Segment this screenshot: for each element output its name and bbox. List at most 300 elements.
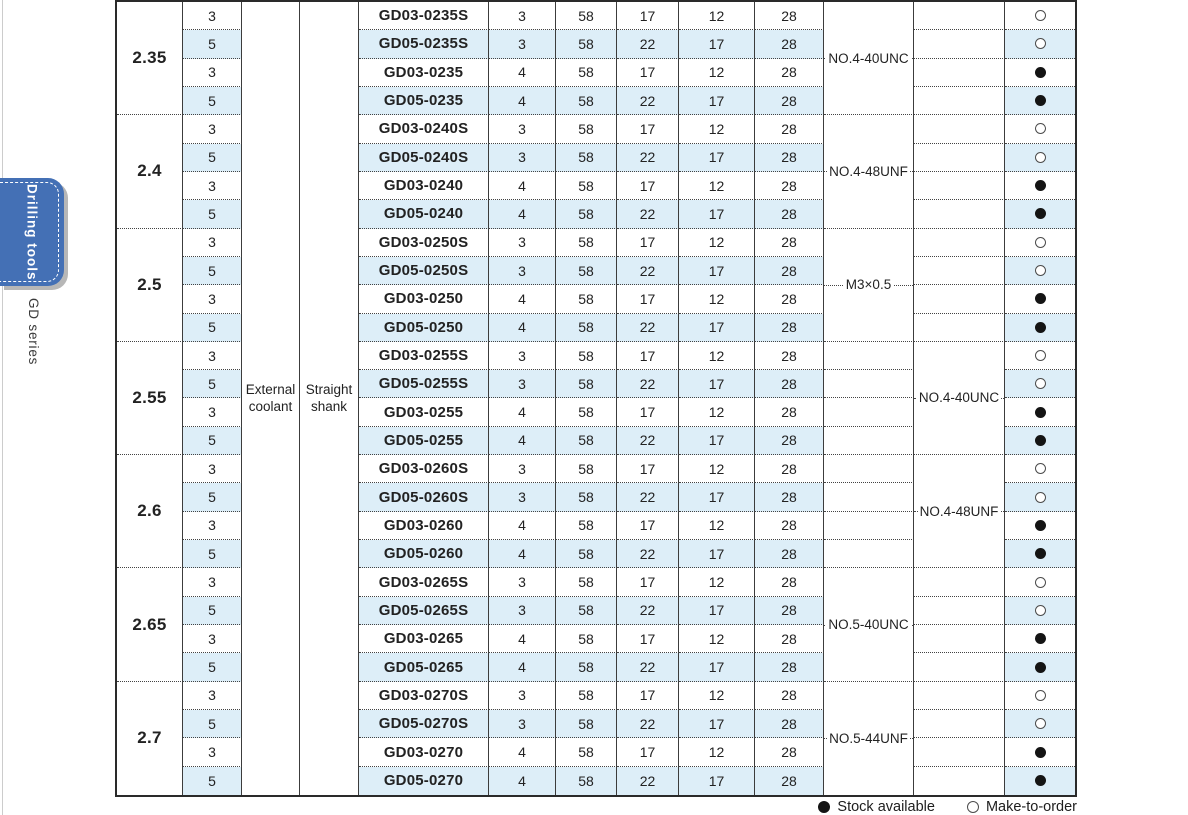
stock-cell: [1005, 342, 1075, 370]
dim-l2-cell: 12: [679, 512, 755, 540]
dim-l2-cell: 17: [679, 257, 755, 285]
dim-l2-cell: 12: [679, 172, 755, 200]
thread-empty-cell: [914, 597, 1005, 625]
dim-l2-cell: 17: [679, 597, 755, 625]
dim-l2-cell: 17: [679, 427, 755, 455]
dim-L-cell: 58: [556, 682, 617, 710]
dim-l1-cell: 22: [617, 427, 679, 455]
model-cell: GD03-0265S: [359, 568, 489, 596]
stock-cell: [1005, 710, 1075, 738]
flutes-cell: 3: [183, 738, 242, 766]
dim-l2-cell: 12: [679, 229, 755, 257]
dim-l1-cell: 17: [617, 2, 679, 30]
dim-L-cell: 58: [556, 597, 617, 625]
stock-cell: [1005, 625, 1075, 653]
dim-L-cell: 58: [556, 767, 617, 795]
dim-L-cell: 58: [556, 370, 617, 398]
thread-spec-cell: [824, 682, 914, 795]
drilling-tools-tab-label: Drilling tools: [24, 183, 40, 281]
dim-L-cell: 58: [556, 342, 617, 370]
stock-cell: [1005, 370, 1075, 398]
dim-l3-cell: 28: [755, 144, 824, 172]
dim-l2-cell: 17: [679, 710, 755, 738]
flutes-cell: 3: [183, 172, 242, 200]
stock-filled-icon: [1035, 208, 1046, 219]
dim-l3-cell: 28: [755, 710, 824, 738]
dim-L-cell: 58: [556, 257, 617, 285]
dim-l3-cell: 28: [755, 2, 824, 30]
dim-l1-cell: 22: [617, 597, 679, 625]
make-to-order-icon: [1035, 237, 1046, 248]
dim-l1-cell: 17: [617, 512, 679, 540]
dim-l1-cell: 22: [617, 483, 679, 511]
thread-empty-cell: [824, 455, 914, 483]
flutes-cell: 5: [183, 314, 242, 342]
thread-empty-cell: [824, 398, 914, 426]
dim-d-cell: 3: [489, 370, 556, 398]
dim-l3-cell: 28: [755, 455, 824, 483]
stock-filled-icon: [1035, 407, 1046, 418]
model-cell: GD03-0270: [359, 738, 489, 766]
thread-empty-cell: [914, 738, 1005, 766]
thread-empty-cell: [914, 144, 1005, 172]
stock-cell: [1005, 59, 1075, 87]
legend-stock-available-label: Stock available: [837, 798, 935, 815]
make-to-order-icon: [1035, 690, 1046, 701]
dim-l2-cell: 12: [679, 682, 755, 710]
dim-L-cell: 58: [556, 172, 617, 200]
flutes-cell: 5: [183, 370, 242, 398]
model-cell: GD03-0270S: [359, 682, 489, 710]
dim-L-cell: 58: [556, 540, 617, 568]
dim-d-cell: 4: [489, 540, 556, 568]
model-cell: GD05-0265S: [359, 597, 489, 625]
dim-l1-cell: 17: [617, 342, 679, 370]
legend-make-to-order-label: Make-to-order: [985, 798, 1077, 815]
stock-filled-icon: [1035, 633, 1046, 644]
stock-cell: [1005, 682, 1075, 710]
dim-L-cell: 58: [556, 2, 617, 30]
dim-d-cell: 4: [489, 59, 556, 87]
gd-series-label: GD series: [26, 298, 41, 366]
flutes-cell: 3: [183, 625, 242, 653]
thread-empty-cell: [914, 710, 1005, 738]
dim-l2-cell: 17: [679, 540, 755, 568]
model-cell: GD05-0250S: [359, 257, 489, 285]
flutes-cell: 3: [183, 115, 242, 143]
thread-spec-cell: [824, 229, 914, 342]
dim-l3-cell: 28: [755, 625, 824, 653]
dim-d-cell: 3: [489, 483, 556, 511]
dim-l1-cell: 17: [617, 229, 679, 257]
catalog-table: [115, 0, 1077, 797]
dim-L-cell: 58: [556, 30, 617, 58]
stock-cell: [1005, 115, 1075, 143]
shank-cell: Straight shank: [300, 2, 359, 795]
dim-d-cell: 4: [489, 314, 556, 342]
stock-cell: [1005, 285, 1075, 313]
dim-l1-cell: 22: [617, 314, 679, 342]
dim-L-cell: 58: [556, 87, 617, 115]
stock-cell: [1005, 455, 1075, 483]
thread-spec-label: NO.5-44UNF: [829, 730, 908, 746]
model-cell: GD05-0255S: [359, 370, 489, 398]
flutes-cell: 5: [183, 200, 242, 228]
dim-L-cell: 58: [556, 115, 617, 143]
dim-L-cell: 58: [556, 653, 617, 681]
dim-l1-cell: 22: [617, 200, 679, 228]
stock-cell: [1005, 512, 1075, 540]
thread-spec-cell: [824, 115, 914, 228]
stock-cell: [1005, 540, 1075, 568]
dim-l2-cell: 17: [679, 200, 755, 228]
model-cell: GD03-0250S: [359, 229, 489, 257]
dim-l3-cell: 28: [755, 229, 824, 257]
dim-l3-cell: 28: [755, 285, 824, 313]
dim-l2-cell: 12: [679, 625, 755, 653]
dim-L-cell: 58: [556, 512, 617, 540]
stock-cell: [1005, 427, 1075, 455]
model-cell: GD05-0235: [359, 87, 489, 115]
dim-d-cell: 3: [489, 257, 556, 285]
dim-L-cell: 58: [556, 710, 617, 738]
dim-d-cell: 3: [489, 710, 556, 738]
dim-d-cell: 3: [489, 115, 556, 143]
stock-filled-icon: [1035, 435, 1046, 446]
stock-cell: [1005, 314, 1075, 342]
dim-l1-cell: 22: [617, 370, 679, 398]
make-to-order-icon: [1035, 38, 1046, 49]
dim-L-cell: 58: [556, 568, 617, 596]
model-cell: GD03-0260S: [359, 455, 489, 483]
model-cell: GD03-0255S: [359, 342, 489, 370]
dim-l3-cell: 28: [755, 427, 824, 455]
model-cell: GD03-0240: [359, 172, 489, 200]
dim-L-cell: 58: [556, 625, 617, 653]
stock-cell: [1005, 483, 1075, 511]
dim-l1-cell: 17: [617, 115, 679, 143]
diameter-cell: 2.7: [117, 682, 183, 795]
flutes-cell: 5: [183, 257, 242, 285]
diameter-cell: 2.55: [117, 342, 183, 455]
stock-cell: [1005, 597, 1075, 625]
dim-l1-cell: 22: [617, 144, 679, 172]
dim-l1-cell: 22: [617, 87, 679, 115]
dim-L-cell: 58: [556, 285, 617, 313]
dim-l3-cell: 28: [755, 512, 824, 540]
dim-l3-cell: 28: [755, 540, 824, 568]
model-cell: GD05-0260S: [359, 483, 489, 511]
thread-empty-cell: [914, 172, 1005, 200]
thread-empty-cell: [914, 682, 1005, 710]
dim-l1-cell: 17: [617, 738, 679, 766]
dim-d-cell: 4: [489, 87, 556, 115]
make-to-order-icon: [1035, 152, 1046, 163]
dim-d-cell: 3: [489, 597, 556, 625]
dim-d-cell: 3: [489, 455, 556, 483]
flutes-cell: 5: [183, 597, 242, 625]
dim-l2-cell: 17: [679, 87, 755, 115]
dim-l1-cell: 17: [617, 285, 679, 313]
dim-l2-cell: 12: [679, 342, 755, 370]
model-cell: GD03-0235: [359, 59, 489, 87]
dim-l1-cell: 17: [617, 398, 679, 426]
thread-empty-cell: [914, 653, 1005, 681]
dim-l3-cell: 28: [755, 87, 824, 115]
make-to-order-icon: [1035, 605, 1046, 616]
model-cell: GD03-0240S: [359, 115, 489, 143]
model-cell: GD05-0250: [359, 314, 489, 342]
model-cell: GD05-0265: [359, 653, 489, 681]
thread-empty-cell: [914, 30, 1005, 58]
dim-d-cell: 4: [489, 653, 556, 681]
dim-l1-cell: 22: [617, 30, 679, 58]
dim-d-cell: 3: [489, 2, 556, 30]
flutes-cell: 3: [183, 59, 242, 87]
diameter-cell: 2.6: [117, 455, 183, 568]
make-to-order-icon: [1035, 463, 1046, 474]
flutes-cell: 3: [183, 568, 242, 596]
flutes-cell: 5: [183, 427, 242, 455]
dim-l2-cell: 12: [679, 115, 755, 143]
dim-l1-cell: 17: [617, 172, 679, 200]
stock-filled-icon: [1035, 322, 1046, 333]
dim-l3-cell: 28: [755, 597, 824, 625]
thread-empty-cell: [914, 87, 1005, 115]
dim-d-cell: 4: [489, 200, 556, 228]
flutes-cell: 3: [183, 455, 242, 483]
flutes-cell: 5: [183, 30, 242, 58]
dim-l1-cell: 17: [617, 568, 679, 596]
dim-l2-cell: 17: [679, 653, 755, 681]
stock-cell: [1005, 144, 1075, 172]
dim-d-cell: 3: [489, 229, 556, 257]
model-cell: GD05-0240S: [359, 144, 489, 172]
thread-empty-cell: [914, 568, 1005, 596]
model-cell: GD03-0255: [359, 398, 489, 426]
stock-cell: [1005, 257, 1075, 285]
model-cell: GD05-0270S: [359, 710, 489, 738]
thread-spec-label: NO.4-48UNF: [829, 163, 908, 179]
make-to-order-icon: [1035, 577, 1046, 588]
dim-L-cell: 58: [556, 229, 617, 257]
thread-empty-cell: [914, 59, 1005, 87]
make-to-order-circle-icon: [967, 801, 979, 813]
diameter-cell: 2.5: [117, 229, 183, 342]
stock-cell: [1005, 87, 1075, 115]
make-to-order-icon: [1035, 350, 1046, 361]
thread-empty-cell: [824, 540, 914, 568]
thread-spec-cell: [824, 568, 914, 681]
dim-l2-cell: 12: [679, 59, 755, 87]
thread-empty-cell: [824, 342, 914, 370]
stock-filled-icon: [1035, 293, 1046, 304]
model-cell: GD05-0270: [359, 767, 489, 795]
stock-cell: [1005, 200, 1075, 228]
dim-d-cell: 3: [489, 682, 556, 710]
make-to-order-icon: [1035, 10, 1046, 21]
thread-empty-cell: [914, 200, 1005, 228]
dim-l3-cell: 28: [755, 483, 824, 511]
dim-L-cell: 58: [556, 455, 617, 483]
dim-l3-cell: 28: [755, 342, 824, 370]
page-edge-line: [2, 0, 3, 815]
make-to-order-icon: [1035, 265, 1046, 276]
dim-l1-cell: 22: [617, 653, 679, 681]
dim-d-cell: 4: [489, 738, 556, 766]
drilling-tools-tab[interactable]: [0, 178, 64, 286]
stock-filled-icon: [1035, 67, 1046, 78]
stock-cell: [1005, 767, 1075, 795]
dim-d-cell: 4: [489, 625, 556, 653]
thread-spec-cell: [824, 2, 914, 115]
thread-empty-cell: [824, 512, 914, 540]
dim-l2-cell: 12: [679, 398, 755, 426]
model-cell: GD05-0235S: [359, 30, 489, 58]
stock-filled-icon: [1035, 662, 1046, 673]
flutes-cell: 3: [183, 229, 242, 257]
dim-l2-cell: 12: [679, 568, 755, 596]
stock-filled-icon: [1035, 95, 1046, 106]
stock-cell: [1005, 738, 1075, 766]
dim-L-cell: 58: [556, 314, 617, 342]
dim-L-cell: 58: [556, 144, 617, 172]
stock-cell: [1005, 653, 1075, 681]
dim-d-cell: 3: [489, 30, 556, 58]
dim-l3-cell: 28: [755, 172, 824, 200]
dim-l2-cell: 17: [679, 767, 755, 795]
legend-make-to-order: [967, 799, 1077, 815]
dim-l2-cell: 17: [679, 144, 755, 172]
stock-filled-icon: [1035, 548, 1046, 559]
dim-d-cell: 3: [489, 568, 556, 596]
dim-L-cell: 58: [556, 427, 617, 455]
stock-filled-icon: [1035, 775, 1046, 786]
dim-l3-cell: 28: [755, 653, 824, 681]
stock-filled-icon: [1035, 180, 1046, 191]
flutes-cell: 5: [183, 87, 242, 115]
dim-l3-cell: 28: [755, 257, 824, 285]
make-to-order-icon: [1035, 378, 1046, 389]
dim-d-cell: 3: [489, 144, 556, 172]
diameter-cell: 2.4: [117, 115, 183, 228]
stock-cell: [1005, 172, 1075, 200]
thread-empty-cell: [914, 229, 1005, 257]
dim-d-cell: 4: [489, 512, 556, 540]
diameter-cell: 2.65: [117, 568, 183, 681]
dim-l2-cell: 17: [679, 370, 755, 398]
dim-l3-cell: 28: [755, 200, 824, 228]
thread-empty-cell: [824, 370, 914, 398]
flutes-cell: 3: [183, 342, 242, 370]
flutes-cell: 3: [183, 512, 242, 540]
dim-l1-cell: 17: [617, 682, 679, 710]
dim-l2-cell: 17: [679, 30, 755, 58]
model-cell: GD03-0265: [359, 625, 489, 653]
stock-filled-icon: [1035, 520, 1046, 531]
thread-empty-cell: [914, 115, 1005, 143]
stock-cell: [1005, 568, 1075, 596]
dim-l2-cell: 12: [679, 738, 755, 766]
thread-empty-cell: [914, 257, 1005, 285]
dim-l2-cell: 12: [679, 2, 755, 30]
thread-spec-label: M3×0.5: [845, 277, 892, 293]
thread-spec-cell: [914, 455, 1005, 568]
flutes-cell: 3: [183, 2, 242, 30]
thread-empty-cell: [824, 483, 914, 511]
thread-spec-label: NO.4-40UNC: [918, 390, 1000, 406]
stock-cell: [1005, 398, 1075, 426]
stock-cell: [1005, 30, 1075, 58]
dim-l3-cell: 28: [755, 568, 824, 596]
dim-d-cell: 4: [489, 172, 556, 200]
make-to-order-icon: [1035, 492, 1046, 503]
stock-available-dot-icon: [818, 801, 830, 813]
thread-empty-cell: [914, 767, 1005, 795]
dim-l3-cell: 28: [755, 398, 824, 426]
dim-d-cell: 4: [489, 285, 556, 313]
flutes-cell: 3: [183, 682, 242, 710]
dim-d-cell: 4: [489, 398, 556, 426]
dim-l1-cell: 17: [617, 455, 679, 483]
thread-spec-label: NO.4-40UNC: [828, 50, 909, 66]
dim-l3-cell: 28: [755, 115, 824, 143]
dim-l3-cell: 28: [755, 767, 824, 795]
thread-spec-label: NO.5-40UNC: [828, 617, 909, 633]
dim-d-cell: 4: [489, 767, 556, 795]
diameter-cell: 2.35: [117, 2, 183, 115]
dim-l1-cell: 22: [617, 710, 679, 738]
flutes-cell: 5: [183, 653, 242, 681]
dim-l2-cell: 12: [679, 455, 755, 483]
stock-cell: [1005, 2, 1075, 30]
dim-L-cell: 58: [556, 200, 617, 228]
dim-l2-cell: 17: [679, 314, 755, 342]
thread-spec-cell: [914, 342, 1005, 455]
model-cell: GD03-0250: [359, 285, 489, 313]
thread-empty-cell: [914, 314, 1005, 342]
dim-L-cell: 58: [556, 59, 617, 87]
stock-legend: [818, 799, 1077, 814]
dim-l1-cell: 17: [617, 625, 679, 653]
dim-l3-cell: 28: [755, 314, 824, 342]
flutes-cell: 3: [183, 285, 242, 313]
dim-L-cell: 58: [556, 483, 617, 511]
thread-empty-cell: [824, 427, 914, 455]
flutes-cell: 5: [183, 767, 242, 795]
dim-l3-cell: 28: [755, 738, 824, 766]
thread-empty-cell: [914, 2, 1005, 30]
dim-l1-cell: 22: [617, 257, 679, 285]
model-cell: GD03-0260: [359, 512, 489, 540]
make-to-order-icon: [1035, 123, 1046, 134]
flutes-cell: 5: [183, 144, 242, 172]
model-cell: GD05-0240: [359, 200, 489, 228]
dim-d-cell: 4: [489, 427, 556, 455]
dim-l3-cell: 28: [755, 59, 824, 87]
dim-l2-cell: 17: [679, 483, 755, 511]
thread-empty-cell: [914, 625, 1005, 653]
legend-stock-available: [818, 799, 935, 815]
flutes-cell: 5: [183, 483, 242, 511]
dim-l3-cell: 28: [755, 30, 824, 58]
dim-L-cell: 58: [556, 398, 617, 426]
dim-l1-cell: 17: [617, 59, 679, 87]
make-to-order-icon: [1035, 718, 1046, 729]
flutes-cell: 5: [183, 710, 242, 738]
dim-l1-cell: 22: [617, 767, 679, 795]
dim-L-cell: 58: [556, 738, 617, 766]
